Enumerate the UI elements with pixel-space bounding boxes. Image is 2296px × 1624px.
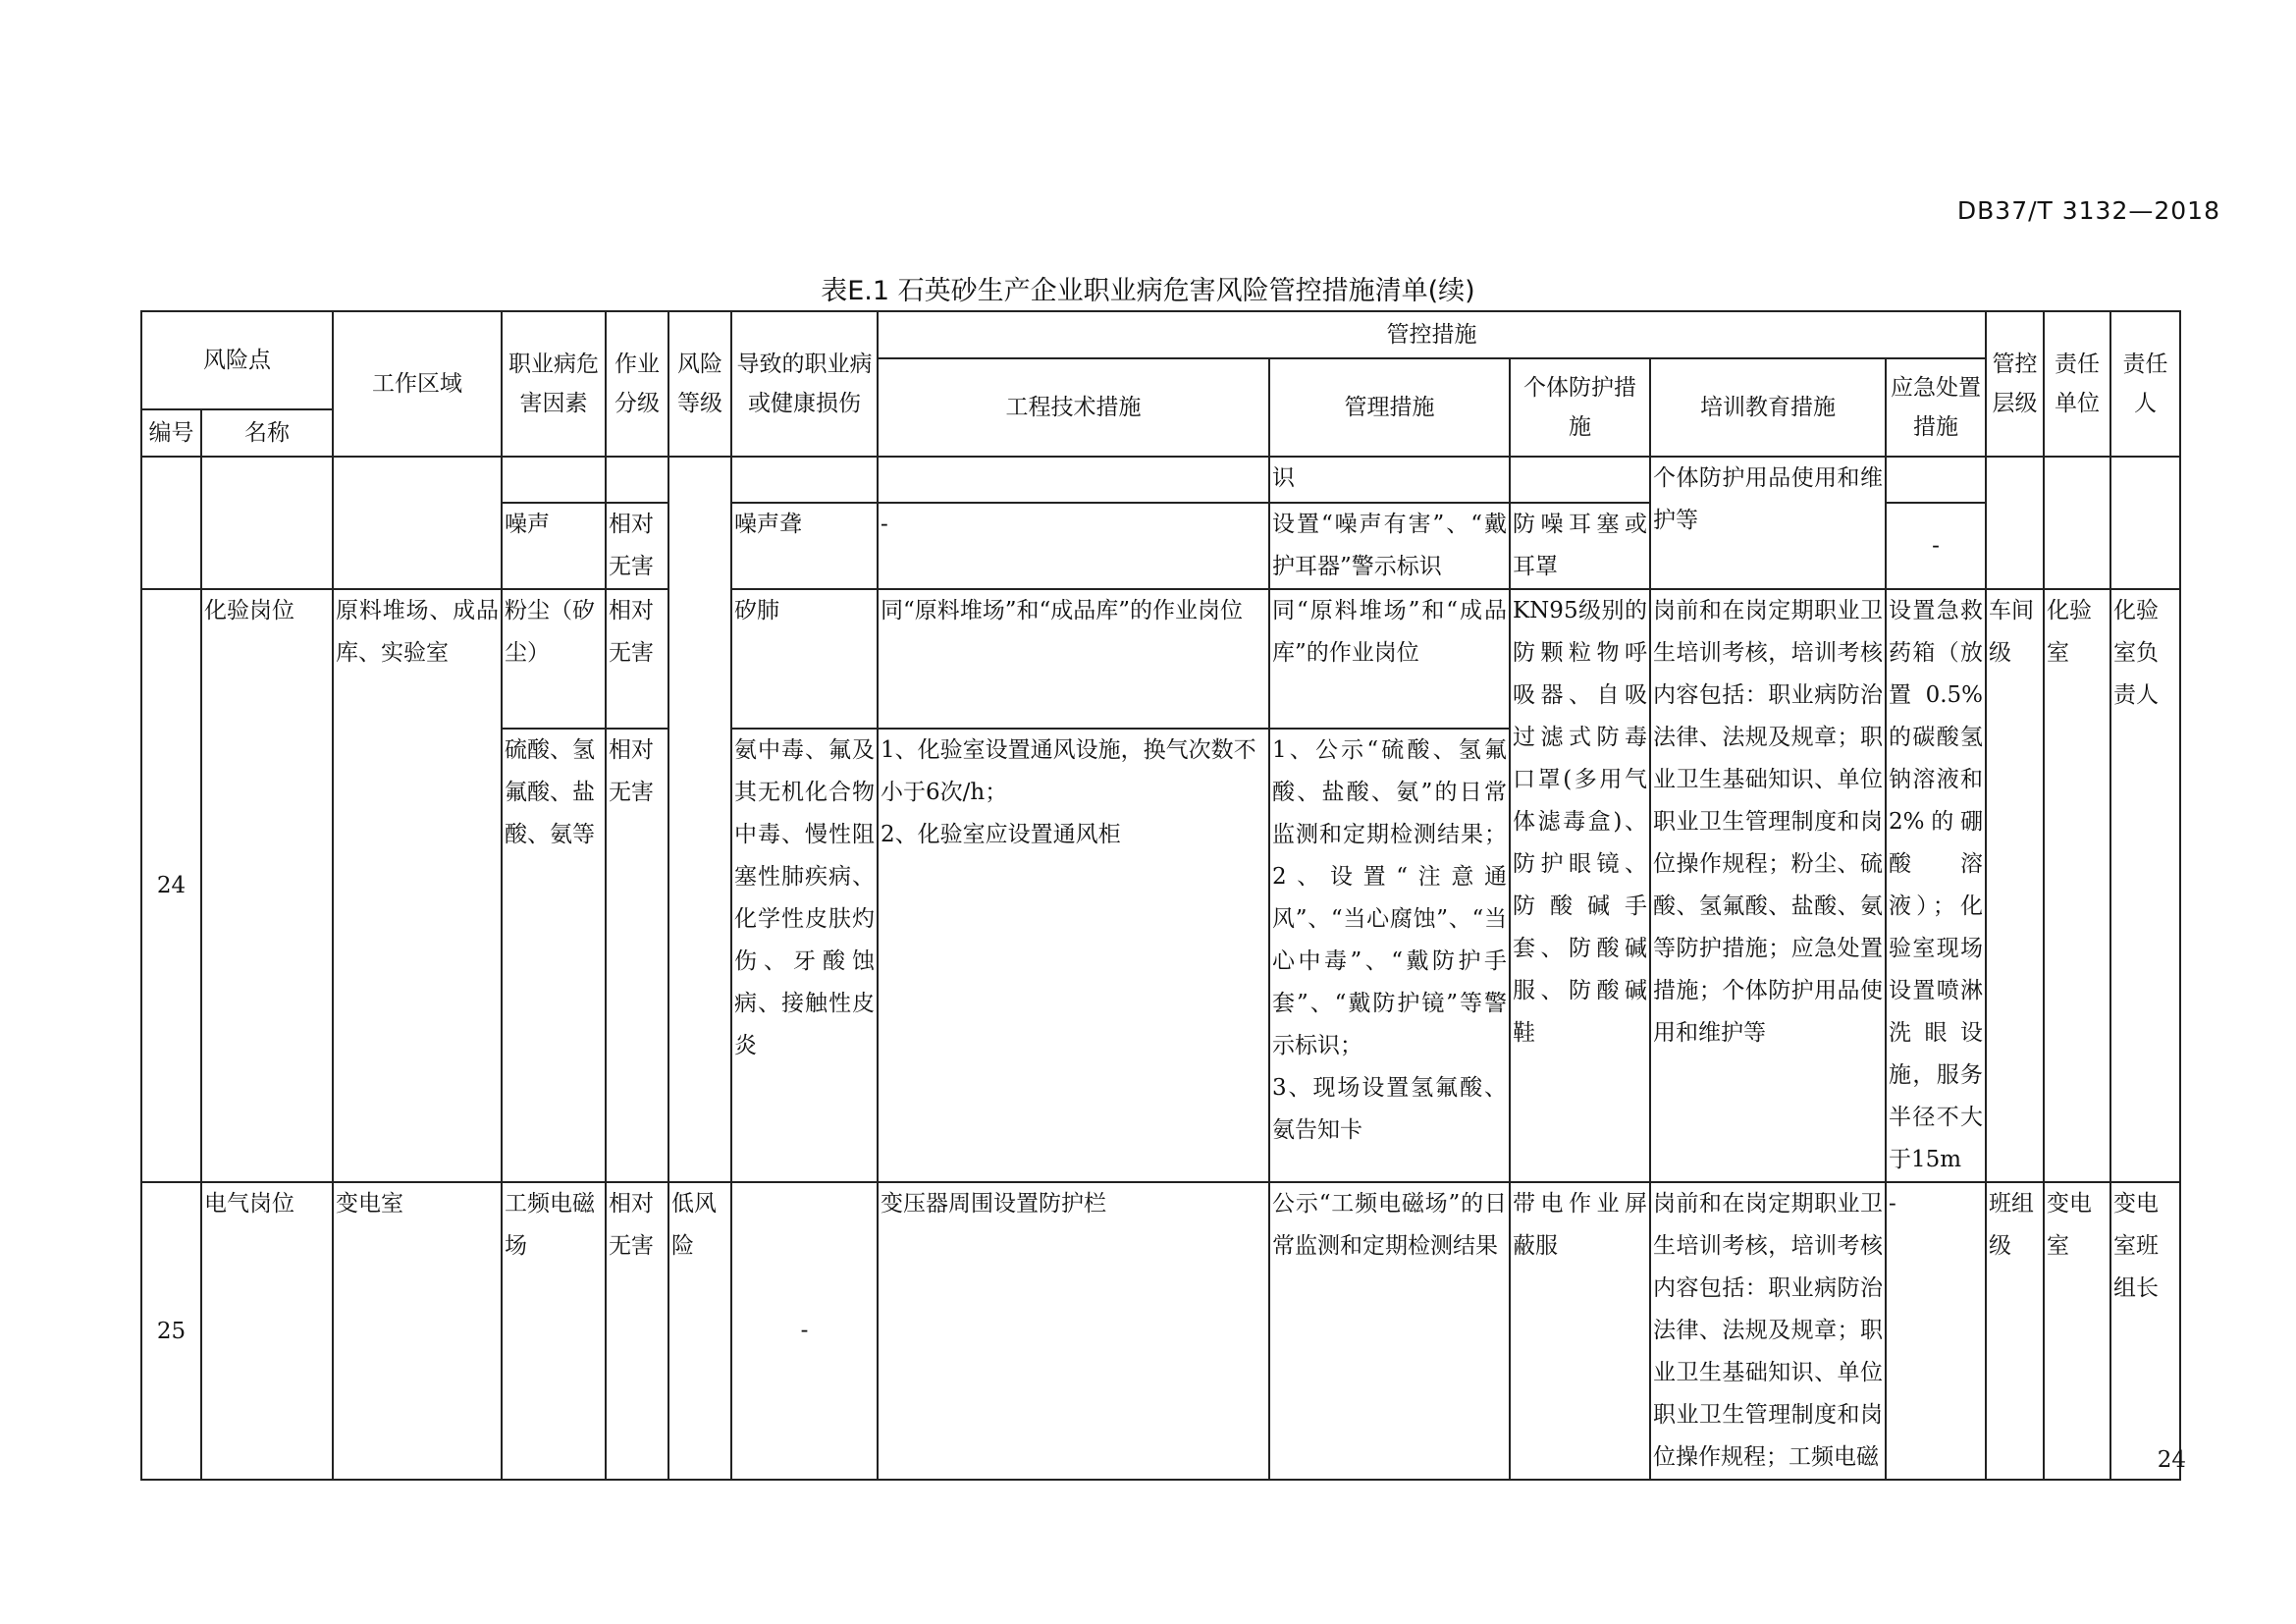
row25-name: 电气岗位 bbox=[201, 1182, 333, 1480]
cont-ppe-empty bbox=[1510, 457, 1650, 503]
header-name: 名称 bbox=[201, 409, 333, 457]
header-ppe: 个体防护措施 bbox=[1510, 358, 1650, 457]
cont-area bbox=[333, 457, 502, 589]
row24-emergency: 设置急救药箱（放置0.5%的碳酸氢钠溶液和2%的硼酸溶液）；化验室现场设置喷淋洗眼设施，服务半径不大于15m bbox=[1886, 589, 1986, 1182]
header-work-grade: 作业分级 bbox=[606, 311, 668, 457]
row25-grade: 相对无害 bbox=[606, 1182, 668, 1480]
row24-no: 24 bbox=[141, 589, 201, 1182]
cont-engineering: - bbox=[878, 503, 1269, 589]
page-number: 24 bbox=[2157, 1447, 2186, 1473]
row25-resp-unit: 变电室 bbox=[2044, 1182, 2110, 1480]
row24a-disease: 矽肺 bbox=[731, 589, 878, 729]
row24b-management: 1、公示“硫酸、氢氟酸、盐酸、氨”的日常监测和定期检测结果；2、设置“注意通风”、“当心腐蚀”、“当心中毒”、“戴防护手套”、“戴防护镜”等警示标识； 3、现场设置氢氟酸、氨告知卡 bbox=[1269, 729, 1510, 1182]
row25-no: 25 bbox=[141, 1182, 201, 1480]
row24-name: 化验岗位 bbox=[201, 589, 333, 1182]
header-control-level: 管控层级 bbox=[1986, 311, 2044, 457]
cont-management-tail: 识 bbox=[1269, 457, 1510, 503]
row24a-engineering: 同“原料堆场”和“成品库”的作业岗位 bbox=[878, 589, 1269, 729]
cont-emergency-empty bbox=[1886, 457, 1986, 503]
row25-ppe: 带电作业屏蔽服 bbox=[1510, 1182, 1650, 1480]
row24a-grade: 相对无害 bbox=[606, 589, 668, 729]
header-no: 编号 bbox=[141, 409, 201, 457]
row24-resp-unit: 化验室 bbox=[2044, 589, 2110, 1182]
row25-area: 变电室 bbox=[333, 1182, 502, 1480]
cont-disease: 噪声聋 bbox=[731, 503, 878, 589]
row24-ppe: KN95级别的防颗粒物呼吸器、自吸过滤式防毒口罩(多用气体滤毒盒)、防护眼镜、防酸碱手套、防酸碱服、防酸碱鞋 bbox=[1510, 589, 1650, 1182]
cont-disease-empty bbox=[731, 457, 878, 503]
row24-resp-person: 化验室负责人 bbox=[2110, 589, 2180, 1182]
row25-control-level: 班组级 bbox=[1986, 1182, 2044, 1480]
cont-grade: 相对无害 bbox=[606, 503, 668, 589]
cont-risk-level bbox=[668, 457, 731, 1182]
row25-factor: 工频电磁场 bbox=[502, 1182, 606, 1480]
row24-area: 原料堆场、成品库、实验室 bbox=[333, 589, 502, 1182]
cont-name bbox=[201, 457, 333, 589]
row24b-grade: 相对无害 bbox=[606, 729, 668, 1182]
row25-management: 公示“工频电磁场”的日常监测和定期检测结果 bbox=[1269, 1182, 1510, 1480]
row25-engineering: 变压器周围设置防护栏 bbox=[878, 1182, 1269, 1480]
row24b-engineering: 1、化验室设置通风设施，换气次数不小于6次/h； 2、化验室应设置通风柜 bbox=[878, 729, 1269, 1182]
header-work-area: 工作区域 bbox=[333, 311, 502, 457]
row24a-factor: 粉尘（矽尘） bbox=[502, 589, 606, 729]
header-training: 培训教育措施 bbox=[1650, 358, 1886, 457]
header-hazard-factor: 职业病危害因素 bbox=[502, 311, 606, 457]
row25-emergency: - bbox=[1886, 1182, 1986, 1480]
header-resp-unit: 责任单位 bbox=[2044, 311, 2110, 457]
row25-risk-level: 低风险 bbox=[668, 1182, 731, 1480]
cont-management: 设置“噪声有害”、“戴护耳器”警示标识 bbox=[1269, 503, 1510, 589]
cont-resp-unit bbox=[2044, 457, 2110, 589]
document-id: DB37/T 3132—2018 bbox=[1956, 196, 2220, 225]
header-risk-level: 风险等级 bbox=[668, 311, 731, 457]
row25-resp-person: 变电室班组长 bbox=[2110, 1182, 2180, 1480]
cont-factor: 噪声 bbox=[502, 503, 606, 589]
cont-factor-empty bbox=[502, 457, 606, 503]
table-title: 表E.1 石英砂生产企业职业病危害风险管控措施清单(续) bbox=[821, 276, 1475, 306]
cont-resp-person bbox=[2110, 457, 2180, 589]
header-emergency: 应急处置措施 bbox=[1886, 358, 1986, 457]
row25-training: 岗前和在岗定期职业卫生培训考核，培训考核内容包括：职业病防治法律、法规及规章；职业卫生基础知识、单位职业卫生管理制度和岗位操作规程；工频电磁 bbox=[1650, 1182, 1886, 1480]
cont-grade-empty bbox=[606, 457, 668, 503]
row24-control-level: 车间级 bbox=[1986, 589, 2044, 1182]
row24b-factor: 硫酸、氢氟酸、盐酸、氨等 bbox=[502, 729, 606, 1182]
row24a-management: 同“原料堆场”和“成品库”的作业岗位 bbox=[1269, 589, 1510, 729]
cont-training: 个体防护用品使用和维护等 bbox=[1650, 457, 1886, 589]
row24-training: 岗前和在岗定期职业卫生培训考核，培训考核内容包括：职业病防治法律、法规及规章；职业卫生基础知识、单位职业卫生管理制度和岗位操作规程；粉尘、硫酸、氢氟酸、盐酸、氨等防护措施；应急处置措施；个体防护用品使用和维护等 bbox=[1650, 589, 1886, 1182]
row-24-a bbox=[141, 589, 2180, 729]
cont-engineering-empty bbox=[878, 457, 1269, 503]
cont-control-level bbox=[1986, 457, 2044, 589]
header-row-1 bbox=[141, 311, 2180, 358]
row25-disease: - bbox=[731, 1182, 878, 1480]
risk-control-table bbox=[140, 310, 2181, 1481]
row-25 bbox=[141, 1182, 2180, 1480]
row24b-disease: 氨中毒、氟及其无机化合物中毒、慢性阻塞性肺疾病、化学性皮肤灼伤、牙酸蚀病、接触性皮炎 bbox=[731, 729, 878, 1182]
cont-row-1 bbox=[141, 457, 2180, 503]
header-risk-point: 风险点 bbox=[141, 311, 333, 409]
header-management: 管理措施 bbox=[1269, 358, 1510, 457]
cont-ppe: 防噪耳塞或耳罩 bbox=[1510, 503, 1650, 589]
header-measures: 管控措施 bbox=[878, 311, 1986, 358]
header-engineering: 工程技术措施 bbox=[878, 358, 1269, 457]
cont-no bbox=[141, 457, 201, 589]
header-disease: 导致的职业病或健康损伤 bbox=[731, 311, 878, 457]
header-resp-person: 责任人 bbox=[2110, 311, 2180, 457]
cont-emergency: - bbox=[1886, 503, 1986, 589]
